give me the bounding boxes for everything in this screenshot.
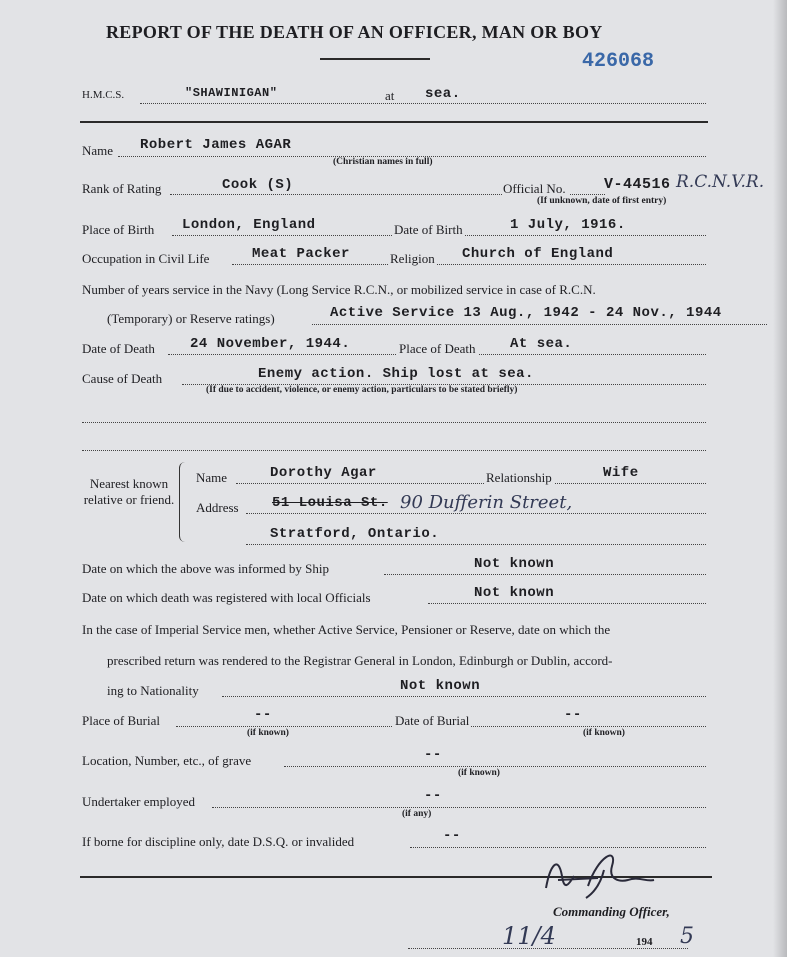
relative-name-label: Name <box>196 470 228 485</box>
date-of-burial-value: -- <box>564 707 582 723</box>
year-handwritten: 5 <box>680 924 694 949</box>
date-of-burial-note: (if known) <box>583 728 625 738</box>
informed-value: Not known <box>474 556 555 572</box>
cause-of-death-label: Cause of Death <box>82 371 163 386</box>
cause-of-death-note: (If due to accident, violence, or enemy action, particulars to be stated briefly) <box>206 385 518 395</box>
address-line2: Stratford, Ontario. <box>270 526 440 542</box>
official-no-value: V-44516 <box>604 176 671 193</box>
official-no-note: (If unknown, date of first entry) <box>537 196 667 206</box>
grave-location-note: (if known) <box>458 768 500 778</box>
imperial-value: Not known <box>400 678 481 694</box>
name-label: Name <box>82 143 114 158</box>
date-of-birth-value: 1 July, 1916. <box>510 217 626 233</box>
relationship-value: Wife <box>603 465 639 481</box>
undertaker-note: (if any) <box>402 809 432 819</box>
service-label-line2: (Temporary) or Reserve ratings) <box>107 311 275 326</box>
official-no-label: Official No. <box>503 181 566 196</box>
official-no-handwritten: R.C.N.V.R. <box>676 172 765 192</box>
ship-label: H.M.C.S. <box>82 89 125 101</box>
date-of-burial-label: Date of Burial <box>395 713 470 728</box>
imperial-line2: prescribed return was rendered to the Registrar General in London, Edinburgh or Dublin, accord- <box>107 653 613 668</box>
place-of-birth-value: London, England <box>182 217 316 233</box>
occupation-label: Occupation in Civil Life <box>82 251 210 266</box>
rank-value: Cook (S) <box>222 177 294 193</box>
commanding-officer-label: Commanding Officer, <box>553 904 670 919</box>
grave-location-value: -- <box>424 747 442 763</box>
imperial-line3-label: ing to Nationality <box>107 683 199 698</box>
place-of-death-value: At sea. <box>510 336 573 352</box>
discipline-label: If borne for discipline only, date D.S.Q. or invalided <box>82 834 355 849</box>
relationship-label: Relationship <box>486 470 552 485</box>
ship-value: "SHAWINIGAN" <box>185 86 278 100</box>
record-number-stamp: 426068 <box>582 50 655 73</box>
signature-date-handwritten: 11/4 <box>502 922 556 950</box>
occupation-value: Meat Packer <box>252 246 350 262</box>
cause-of-death-value: Enemy action. Ship lost at sea. <box>258 366 534 382</box>
service-label-line1: Number of years service in the Navy (Long Service R.C.N., or mobilized service in case of R.C.N. <box>82 282 596 297</box>
service-value: Active Service 13 Aug., 1942 - 24 Nov., 1944 <box>330 305 722 321</box>
imperial-line1: In the case of Imperial Service men, whether Active Service, Pensioner or Reserve, date on which the <box>82 622 611 637</box>
undertaker-value: -- <box>424 788 442 804</box>
date-of-death-value: 24 November, 1944. <box>190 336 351 352</box>
address-label: Address <box>196 500 239 515</box>
address-struck-out: 51 Louisa St. <box>272 495 388 511</box>
undertaker-label: Undertaker employed <box>82 794 195 809</box>
religion-value: Church of England <box>462 246 614 262</box>
registered-label: Date on which death was registered with local Officials <box>82 590 371 605</box>
commanding-officer-signature <box>528 846 678 906</box>
name-note: (Christian names in full) <box>333 157 433 167</box>
date-of-death-label: Date of Death <box>82 341 155 356</box>
title-underline <box>320 58 430 60</box>
religion-label: Religion <box>390 251 435 266</box>
place-of-burial-label: Place of Burial <box>82 713 160 728</box>
year-prefix: 194 <box>636 936 653 948</box>
place-of-burial-value: -- <box>254 707 272 723</box>
date-of-birth-label: Date of Birth <box>394 222 463 237</box>
page-edge-shadow <box>773 0 787 957</box>
at-label: at <box>385 88 395 103</box>
divider <box>80 121 708 123</box>
grave-location-label: Location, Number, etc., of grave <box>82 753 252 768</box>
place-of-birth-label: Place of Birth <box>82 222 155 237</box>
relative-name-value: Dorothy Agar <box>270 465 377 481</box>
at-value: sea. <box>425 86 461 102</box>
rank-label: Rank of Rating <box>82 181 162 196</box>
address-handwritten: 90 Dufferin Street, <box>400 492 573 513</box>
informed-label: Date on which the above was informed by Ship <box>82 561 329 576</box>
name-value: Robert James AGAR <box>140 137 292 153</box>
place-of-burial-note: (if known) <box>247 728 289 738</box>
document-title: REPORT OF THE DEATH OF AN OFFICER, MAN OR BOY <box>106 22 603 42</box>
brace <box>179 462 188 542</box>
discipline-value: -- <box>443 828 461 844</box>
registered-value: Not known <box>474 585 555 601</box>
place-of-death-label: Place of Death <box>399 341 476 356</box>
nearest-relative-heading: Nearest known relative or friend. <box>83 476 175 507</box>
